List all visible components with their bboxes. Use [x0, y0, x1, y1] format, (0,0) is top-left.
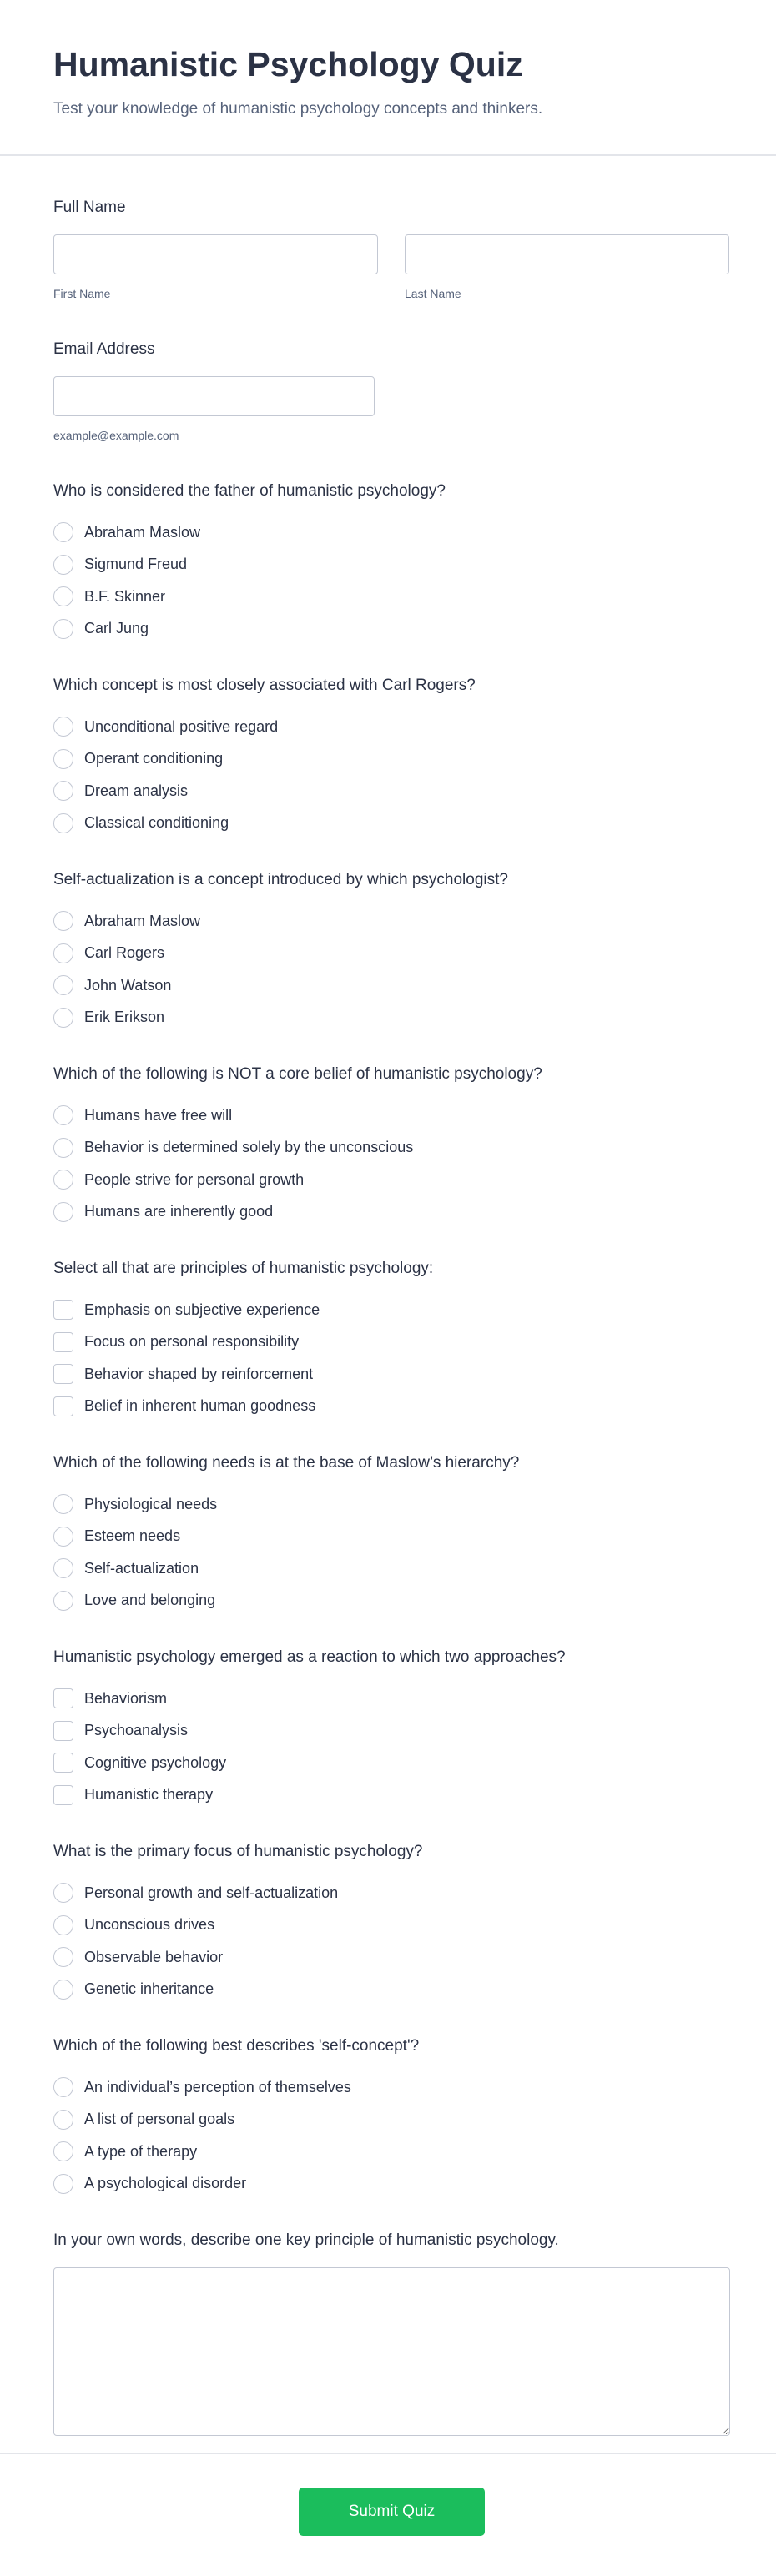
- option-label: B.F. Skinner: [84, 587, 166, 605]
- last-name-sublabel: Last Name: [405, 287, 461, 300]
- radio-option[interactable]: [53, 775, 730, 808]
- radio-button[interactable]: [53, 1170, 73, 1190]
- radio-button[interactable]: [53, 1527, 73, 1547]
- radio-option[interactable]: [53, 808, 730, 840]
- question-block: [53, 1259, 730, 1422]
- option-label: Humans are inherently good: [84, 1203, 274, 1220]
- radio-button[interactable]: [53, 749, 73, 769]
- option-label: John Watson: [84, 976, 172, 994]
- radio-option[interactable]: [53, 1002, 730, 1034]
- radio-button[interactable]: [53, 813, 73, 833]
- option-label: Carl Rogers: [84, 944, 165, 962]
- radio-option[interactable]: [53, 1877, 730, 1909]
- question-label: Which concept is most closely associated with Carl Rogers?: [53, 677, 476, 694]
- answer-textarea[interactable]: [53, 2267, 730, 2436]
- checkbox-option[interactable]: [53, 1358, 730, 1391]
- question-block: [53, 1064, 730, 1228]
- radio-button[interactable]: [53, 1008, 73, 1028]
- radio-button[interactable]: [53, 522, 73, 542]
- full-name-label: Full Name: [53, 199, 126, 216]
- question-label: Who is considered the father of humanistic psychology?: [53, 482, 446, 500]
- radio-option[interactable]: [53, 2071, 730, 2104]
- radio-button[interactable]: [53, 943, 73, 963]
- radio-option[interactable]: [53, 743, 730, 776]
- option-label: People strive for personal growth: [84, 1170, 305, 1188]
- question-block: [53, 481, 730, 645]
- option-label: Abraham Maslow: [84, 912, 201, 929]
- checkbox-option[interactable]: [53, 1294, 730, 1326]
- question-label: Humanistic psychology emerged as a reaction to which two approaches?: [53, 1648, 566, 1666]
- radio-option[interactable]: [53, 905, 730, 938]
- radio-button[interactable]: [53, 2141, 73, 2161]
- submit-quiz-button[interactable]: Submit Quiz: [299, 2488, 485, 2536]
- radio-option[interactable]: [53, 1099, 730, 1132]
- checkbox-option[interactable]: [53, 1779, 730, 1812]
- radio-button[interactable]: [53, 586, 73, 606]
- radio-button[interactable]: [53, 1558, 73, 1578]
- question-block: [53, 676, 730, 839]
- option-label: Carl Jung: [84, 620, 149, 637]
- radio-button[interactable]: [53, 1494, 73, 1514]
- question-label: In your own words, describe one key principle of humanistic psychology.: [53, 2231, 559, 2249]
- option-label: A type of therapy: [84, 2142, 198, 2160]
- email-field: [53, 340, 730, 443]
- radio-button[interactable]: [53, 1883, 73, 1903]
- email-helper: example@example.com: [53, 429, 179, 442]
- first-name-input[interactable]: [53, 234, 378, 274]
- checkbox[interactable]: [53, 1300, 73, 1320]
- radio-option[interactable]: [53, 2136, 730, 2168]
- radio-option[interactable]: [53, 1941, 730, 1974]
- question-label: Which of the following is NOT a core belief of humanistic psychology?: [53, 1065, 542, 1083]
- option-label: Physiological needs: [84, 1495, 218, 1512]
- radio-button[interactable]: [53, 2110, 73, 2130]
- radio-option[interactable]: [53, 581, 730, 613]
- question-block: [53, 1453, 730, 1617]
- option-label: Classical conditioning: [84, 814, 229, 832]
- option-label: A list of personal goals: [84, 2111, 235, 2128]
- radio-button[interactable]: [53, 975, 73, 995]
- option-label: Humanistic therapy: [84, 1786, 214, 1804]
- checkbox[interactable]: [53, 1753, 73, 1773]
- radio-option[interactable]: [53, 2168, 730, 2201]
- radio-option[interactable]: [53, 1552, 730, 1585]
- checkbox-option[interactable]: [53, 1326, 730, 1359]
- option-label: Dream analysis: [84, 782, 189, 799]
- question-label: What is the primary focus of humanistic psychology?: [53, 1843, 423, 1860]
- radio-option[interactable]: [53, 969, 730, 1002]
- checkbox[interactable]: [53, 1785, 73, 1805]
- email-input[interactable]: [53, 376, 375, 416]
- radio-option[interactable]: [53, 613, 730, 646]
- radio-option[interactable]: [53, 1974, 730, 2006]
- option-label: Sigmund Freud: [84, 556, 188, 573]
- question-block: [53, 1648, 730, 1811]
- radio-button[interactable]: [53, 781, 73, 801]
- radio-button[interactable]: [53, 1105, 73, 1125]
- option-label: Abraham Maslow: [84, 523, 201, 541]
- question-block: [53, 2036, 730, 2200]
- checkbox-option[interactable]: [53, 1715, 730, 1748]
- page-title: Humanistic Psychology Quiz: [53, 45, 523, 83]
- radio-option[interactable]: [53, 1164, 730, 1196]
- question-list: [53, 481, 730, 2200]
- radio-option[interactable]: [53, 1132, 730, 1165]
- option-label: Psychoanalysis: [84, 1722, 189, 1739]
- radio-button[interactable]: [53, 1980, 73, 2000]
- question-label: Which of the following best describes 'self-concept'?: [53, 2037, 420, 2055]
- radio-button[interactable]: [53, 619, 73, 639]
- first-name-sublabel: First Name: [53, 287, 111, 300]
- option-label: Personal growth and self-actualization: [84, 1884, 339, 1901]
- option-label: Observable behavior: [84, 1948, 224, 1965]
- radio-option[interactable]: [53, 938, 730, 970]
- radio-button[interactable]: [53, 1202, 73, 1222]
- form-footer: [0, 2453, 776, 2576]
- option-label: Behavior shaped by reinforcement: [84, 1365, 314, 1382]
- question-label: Self-actualization is a concept introduced by which psychologist?: [53, 871, 508, 888]
- option-label: Humans have free will: [84, 1106, 233, 1124]
- form-header: [0, 0, 776, 156]
- page-subtitle: Test your knowledge of humanistic psychology concepts and thinkers.: [53, 100, 543, 118]
- option-label: Esteem needs: [84, 1527, 181, 1545]
- question-label: Which of the following needs is at the base of Maslow’s hierarchy?: [53, 1454, 520, 1472]
- option-label: Emphasis on subjective experience: [84, 1301, 320, 1318]
- radio-button[interactable]: [53, 2077, 73, 2097]
- option-label: Erik Erikson: [84, 1009, 165, 1026]
- radio-button[interactable]: [53, 717, 73, 737]
- question-block: [53, 1842, 730, 2005]
- radio-option[interactable]: [53, 549, 730, 581]
- option-label: Focus on personal responsibility: [84, 1333, 300, 1351]
- radio-option[interactable]: [53, 711, 730, 743]
- checkbox-option[interactable]: [53, 1747, 730, 1779]
- checkbox-option[interactable]: [53, 1391, 730, 1423]
- question-label: Select all that are principles of humanistic psychology:: [53, 1260, 434, 1277]
- option-label: A psychological disorder: [84, 2175, 247, 2192]
- radio-option[interactable]: [53, 2104, 730, 2136]
- radio-button[interactable]: [53, 911, 73, 931]
- radio-button[interactable]: [53, 1915, 73, 1935]
- radio-option[interactable]: [53, 1488, 730, 1521]
- radio-option[interactable]: [53, 516, 730, 549]
- checkbox[interactable]: [53, 1688, 73, 1708]
- radio-button[interactable]: [53, 1138, 73, 1158]
- radio-option[interactable]: [53, 1585, 730, 1618]
- radio-button[interactable]: [53, 1591, 73, 1611]
- checkbox-option[interactable]: [53, 1683, 730, 1715]
- option-label: Love and belonging: [84, 1592, 216, 1609]
- quiz-form: [0, 156, 730, 2436]
- open-question: [53, 2231, 730, 2436]
- option-label: Self-actualization: [84, 1559, 199, 1577]
- option-label: Behavior is determined solely by the unconscious: [84, 1139, 414, 1156]
- email-label: Email Address: [53, 340, 155, 358]
- radio-button[interactable]: [53, 555, 73, 575]
- checkbox[interactable]: [53, 1364, 73, 1384]
- last-name-input[interactable]: [405, 234, 729, 274]
- option-label: An individual’s perception of themselves: [84, 2078, 351, 2096]
- radio-option[interactable]: [53, 1909, 730, 1942]
- radio-option[interactable]: [53, 1521, 730, 1553]
- checkbox[interactable]: [53, 1332, 73, 1352]
- option-label: Operant conditioning: [84, 750, 224, 767]
- option-label: Behaviorism: [84, 1689, 168, 1707]
- option-label: Genetic inheritance: [84, 1980, 214, 1998]
- question-block: [53, 870, 730, 1034]
- checkbox[interactable]: [53, 1396, 73, 1416]
- option-label: Belief in inherent human goodness: [84, 1397, 316, 1415]
- full-name-field: [53, 198, 730, 301]
- radio-button[interactable]: [53, 2174, 73, 2194]
- option-label: Cognitive psychology: [84, 1753, 227, 1771]
- option-label: Unconscious drives: [84, 1916, 215, 1934]
- radio-option[interactable]: [53, 1196, 730, 1229]
- radio-button[interactable]: [53, 1947, 73, 1967]
- option-label: Unconditional positive regard: [84, 717, 279, 735]
- checkbox[interactable]: [53, 1721, 73, 1741]
